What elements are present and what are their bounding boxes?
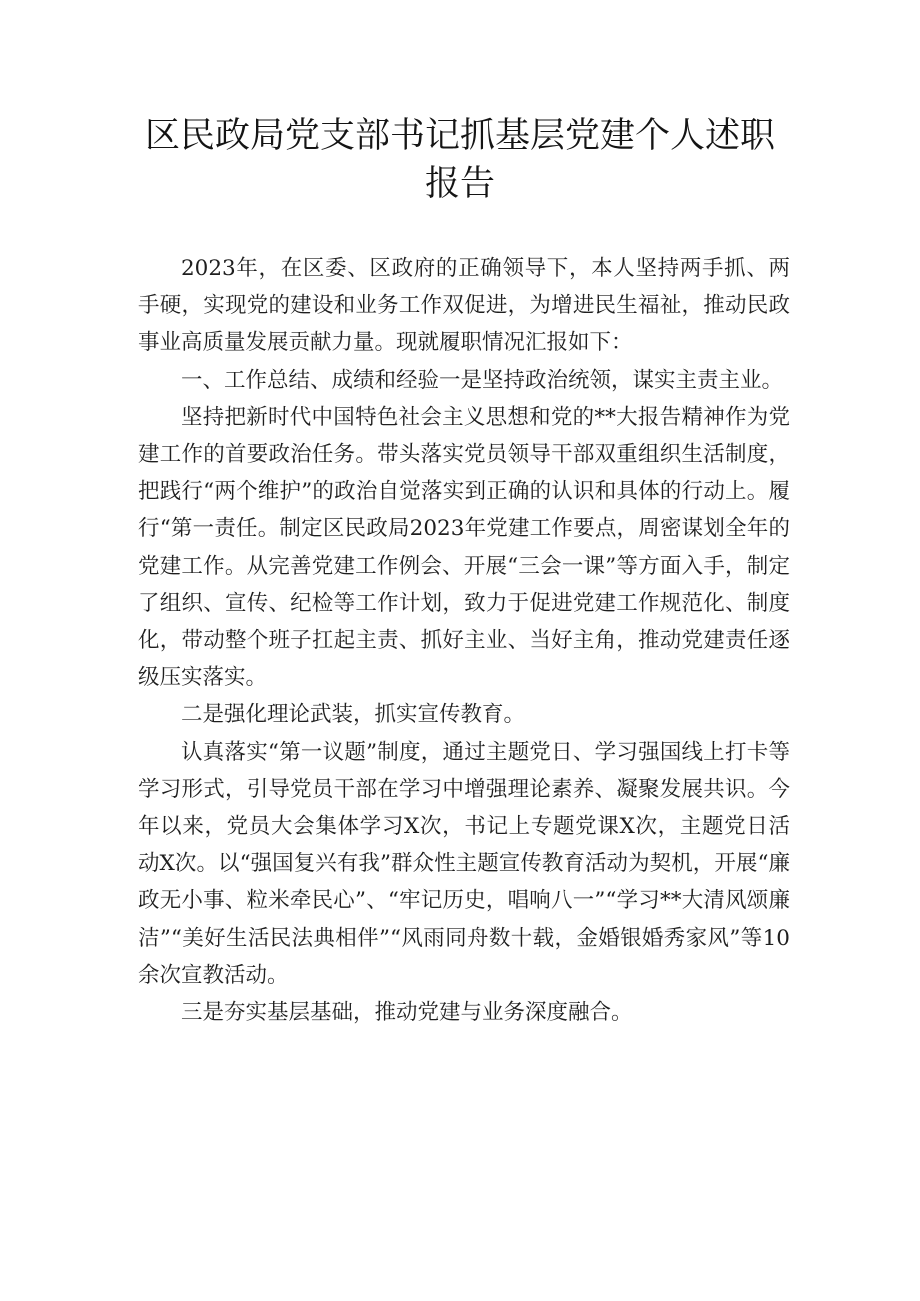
- paragraph-body-2: 认真落实“第一议题”制度，通过主题党日、学习强国线上打卡等学习形式，引导党员干部在学习中增强理论素养、凝聚发展共识。今年以来，党员大会集体学习X次，书记上专题党课X次，主题党日活动X次。以“强国复兴有我”群众性主题宣传教育活动为契机，开展“廉政无小事、粒米牵民心”、“牢记历史，唱响八一”“学习**大清风颂廉洁”“美好生活民法典相伴”“风雨同舟数十载，金婚银婚秀家风”等10余次宣教活动。: [138, 739, 790, 988]
- paragraph-body-1: 坚持把新时代中国特色社会主义思想和党的**大报告精神作为党建工作的首要政治任务。带头落实党员领导干部双重组织生活制度，把践行“两个维护”的政治自觉落实到正确的认识和具体的行动上。履行“第一责任。制定区民政局2023年党建工作要点，周密谋划全年的党建工作。从完善党建工作例会、开展“三会一课”等方面入手，制定了组织、宣传、纪检等工作计划，致力于促进党建工作规范化、制度化，带动整个班子扛起主责、抓好主业、当好主角，推动党建责任逐级压实落实。: [138, 404, 790, 691]
- title-line-2: 报告: [424, 164, 495, 204]
- paragraph-heading-3: 三是夯实基层基础，推动党建与业务深度融合。: [181, 1000, 633, 1026]
- document-title: [140, 112, 780, 208]
- document-body: [138, 250, 790, 1031]
- paragraph-heading-1: 一、工作总结、成绩和经验一是坚持政治统领，谋实主责主业。: [181, 367, 784, 393]
- title-line-1: 区民政局党支部书记抓基层党建个人述职: [144, 116, 775, 156]
- paragraph-heading-2: 二是强化理论武装，抓实宣传教育。: [181, 702, 526, 728]
- paragraph-intro: 2023年，在区委、区政府的正确领导下，本人坚持两手抓、两手硬，实现党的建设和业务工作双促进，为增进民生福祉，推动民政事业高质量发展贡献力量。现就履职情况汇报如下：: [138, 256, 790, 356]
